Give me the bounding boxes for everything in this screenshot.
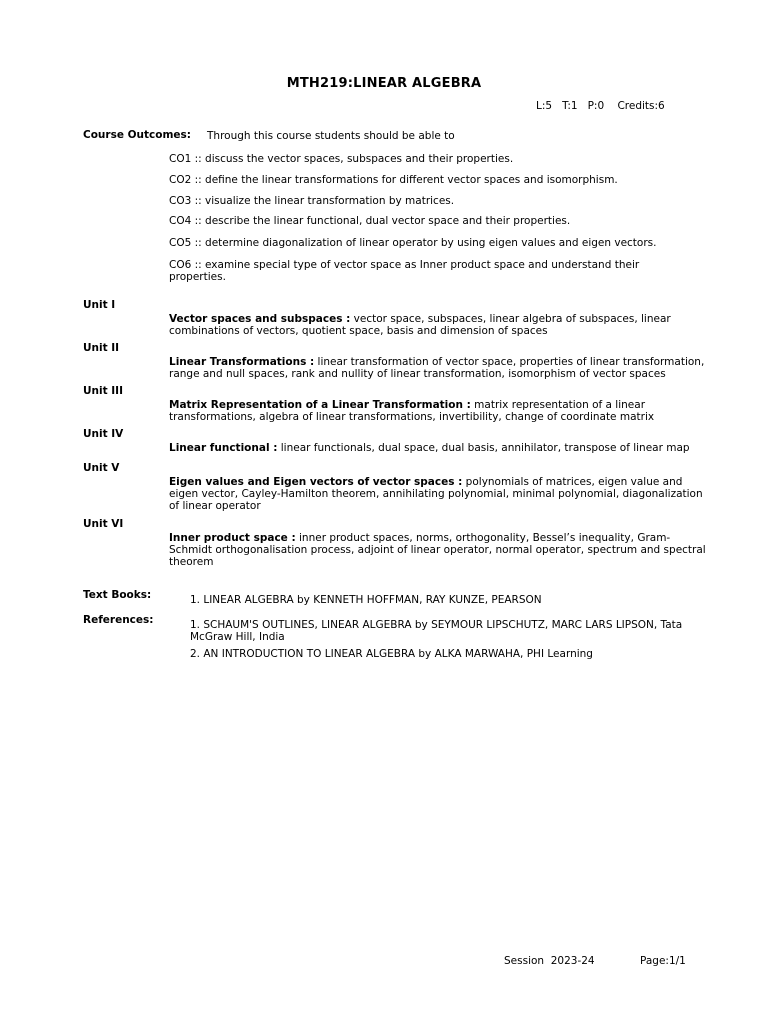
references-label: References: (83, 614, 154, 626)
unit-3-body: matrix representation of a linear transformations, algebra of linear transformations, invertibility, change of coordinate matrix (169, 399, 655, 423)
unit-1-content (169, 313, 709, 337)
footer-session: Session 2023-24 (504, 955, 595, 967)
unit-6-body: inner product spaces, norms, orthogonality, Bessel’s inequality, Gram-Schmidt orthogonalisation process, adjoint of linear operator, normal operator, spectrum and spectral theorem (169, 532, 706, 568)
unit-6-heading: Inner product space : (169, 532, 296, 544)
unit-3-heading: Matrix Representation of a Linear Transformation : (169, 399, 471, 411)
course-outcome-1: CO1 :: discuss the vector spaces, subspaces and their properties. (169, 153, 514, 165)
unit-2-content (169, 356, 709, 380)
unit-4-content (169, 442, 709, 454)
unit-4-label: Unit IV (83, 428, 124, 440)
unit-6-label: Unit VI (83, 518, 124, 530)
course-outcomes-label: Course Outcomes: (83, 129, 191, 141)
reference-2: 2. AN INTRODUCTION TO LINEAR ALGEBRA by ALKA MARWAHA, PHI Learning (190, 648, 593, 660)
unit-6-content (169, 532, 709, 568)
unit-2-heading: Linear Transformations : (169, 356, 315, 368)
unit-2-label: Unit II (83, 342, 120, 354)
course-credits: L:5 T:1 P:0 Credits:6 (536, 100, 665, 112)
unit-3-label: Unit III (83, 385, 123, 397)
unit-4-heading: Linear functional : (169, 442, 278, 454)
unit-2-body: linear transformation of vector space, properties of linear transformation, range and null spaces, rank and nullity of linear transformation, isomorphism of vector spaces (169, 356, 705, 380)
unit-1-heading: Vector spaces and subspaces : (169, 313, 351, 325)
unit-4-body: linear functionals, dual space, dual basis, annihilator, transpose of linear map (277, 442, 690, 454)
unit-5-label: Unit V (83, 462, 120, 474)
textbooks-label: Text Books: (83, 589, 152, 601)
unit-3-content (169, 399, 709, 423)
textbook-1: 1. LINEAR ALGEBRA by KENNETH HOFFMAN, RAY KUNZE, PEARSON (190, 594, 542, 606)
unit-5-heading: Eigen values and Eigen vectors of vector spaces : (169, 476, 463, 488)
course-outcomes-intro: Through this course students should be able to (207, 130, 455, 142)
course-outcome-5: CO5 :: determine diagonalization of linear operator by using eigen values and eigen vectors. (169, 237, 657, 249)
footer-page-number: Page:1/1 (640, 955, 686, 967)
unit-1-body: vector space, subspaces, linear algebra of subspaces, linear combinations of vectors, quotient space, basis and dimension of spaces (169, 313, 671, 337)
unit-1-label: Unit I (83, 299, 116, 311)
course-outcome-2: CO2 :: define the linear transformations for different vector spaces and isomorphism. (169, 174, 618, 186)
course-outcome-4: CO4 :: describe the linear functional, dual vector space and their properties. (169, 215, 571, 227)
unit-5-body: polynomials of matrices, eigen value and eigen vector, Cayley-Hamilton theorem, annihilating polynomial, minimal polynomial, diagonalization of linear operator (169, 476, 703, 512)
course-outcome-6: CO6 :: examine special type of vector space as Inner product space and understand their properties. (169, 259, 640, 283)
unit-5-content (169, 476, 709, 512)
course-outcome-3: CO3 :: visualize the linear transformation by matrices. (169, 195, 455, 207)
reference-1: 1. SCHAUM'S OUTLINES, LINEAR ALGEBRA by SEYMOUR LIPSCHUTZ, MARC LARS LIPSON, Tata McGraw Hill, India (190, 619, 683, 643)
course-title: MTH219:LINEAR ALGEBRA (286, 76, 482, 91)
